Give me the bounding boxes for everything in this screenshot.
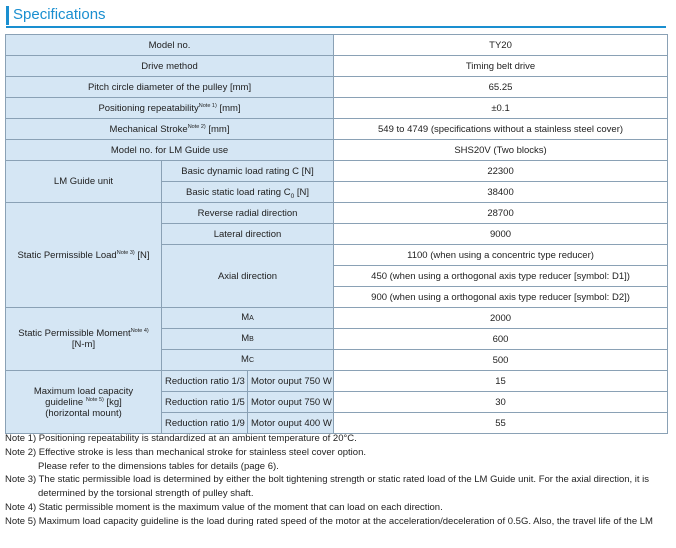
section-header — [0, 0, 676, 30]
lm-guide-model-value: SHS20V (Two blocks) — [334, 140, 668, 161]
motor-output-label: Motor ouput 750 W — [248, 371, 334, 392]
table-row — [6, 98, 668, 119]
axial-label: Axial direction — [162, 245, 334, 308]
table-row — [6, 77, 668, 98]
note-ref: Note 3) — [116, 249, 135, 256]
table-row — [6, 35, 668, 56]
dynamic-load-value: 22300 — [334, 161, 668, 182]
static-load-label: Static Permissible Load$^{Note 3)}$ [N] — [6, 203, 162, 308]
table-row — [6, 308, 668, 329]
table-row — [6, 203, 668, 224]
motor-output-label: Motor ouput 750 W — [248, 392, 334, 413]
max-load-value: 55 — [334, 413, 668, 434]
drive-method-value: Timing belt drive — [334, 56, 668, 77]
max-load-value: 15 — [334, 371, 668, 392]
note-ref: Note 2) — [187, 123, 206, 130]
lateral-value: 9000 — [334, 224, 668, 245]
footnotes — [5, 432, 671, 529]
header-underline — [6, 26, 666, 28]
footnote-3: Note 3) The static permissible load is determined by either the bolt tightening strength or static rated load of the LM Guide unit. For the axial direction, it is — [5, 474, 650, 486]
table-row — [6, 371, 668, 392]
footnote-5: Note 5) Maximum load capacity guideline is the load during rated speed of the motor at the acceleration/deceleration of 0.5G. Also, the travel life of the LM — [5, 515, 653, 527]
footnote-1: Note 1) Positioning repeatability is standardized at an ambient temperature of 20°C. — [5, 433, 357, 444]
footnote-3-continued: determined by the torsional strength of pulley shaft. — [38, 488, 254, 500]
dynamic-load-label: Basic dynamic load rating C [N] — [162, 161, 334, 182]
table-row — [6, 161, 668, 182]
moment-mc-label: MC — [162, 350, 334, 371]
footnote-2: Note 2) Effective stroke is less than mechanical stroke for stainless steel cover option. — [5, 446, 366, 458]
page-title: Specifications — [13, 6, 106, 23]
positioning-value: ±0.1 — [334, 98, 668, 119]
static-rating-value: 38400 — [334, 182, 668, 203]
stroke-label: Mechanical Stroke$^{Note 2)}$ [mm] — [6, 119, 334, 140]
model-no-label: Model no. — [6, 35, 334, 56]
moment-mb-label: MB — [162, 329, 334, 350]
moment-mb-value: 600 — [334, 329, 668, 350]
axial-value-concentric: 1100 (when using a concentric type reducer) — [334, 245, 668, 266]
lateral-label: Lateral direction — [162, 224, 334, 245]
max-load-label: Maximum load capacity guideline $^{Note 5)}$ [kg] (horizontal mount) — [6, 371, 162, 434]
positioning-label: Positioning repeatability$^{Note 1)}$ [mm] — [6, 98, 334, 119]
lm-guide-model-label: Model no. for LM Guide use — [6, 140, 334, 161]
axial-value-d1: 450 (when using a orthogonal axis type reducer [symbol: D1]) — [334, 266, 668, 287]
reduction-ratio-label: Reduction ratio 1/5 — [162, 392, 248, 413]
moment-ma-label: MA — [162, 308, 334, 329]
note-ref: Note 4) — [130, 327, 149, 334]
drive-method-label: Drive method — [6, 56, 334, 77]
moment-mc-value: 500 — [334, 350, 668, 371]
reduction-ratio-label: Reduction ratio 1/3 — [162, 371, 248, 392]
reduction-ratio-label: Reduction ratio 1/9 — [162, 413, 248, 434]
static-moment-label: Static Permissible Moment$^{Note 4)}$ [N-m] — [6, 308, 162, 371]
note-ref: Note 1) — [198, 102, 217, 109]
header-accent-bar — [6, 6, 9, 25]
max-load-value: 30 — [334, 392, 668, 413]
spec-table — [5, 34, 668, 434]
reverse-radial-value: 28700 — [334, 203, 668, 224]
note-ref: Note 5) — [85, 396, 104, 403]
stroke-value: 549 to 4749 (specifications without a stainless steel cover) — [334, 119, 668, 140]
pitch-circle-value: 65.25 — [334, 77, 668, 98]
table-row — [6, 119, 668, 140]
static-rating-label: Basic static load rating $C_0$ [N] — [162, 182, 334, 203]
table-row — [6, 56, 668, 77]
moment-ma-value: 2000 — [334, 308, 668, 329]
footnote-2-continued: Please refer to the dimensions tables for details (page 6). — [38, 460, 279, 472]
footnote-4: Note 4) Static permissible moment is the maximum value of the moment that can load on each direction. — [5, 501, 443, 513]
model-no-value: TY20 — [334, 35, 668, 56]
table-row — [6, 140, 668, 161]
axial-value-d2: 900 (when using a orthogonal axis type reducer [symbol: D2]) — [334, 287, 668, 308]
pitch-circle-label: Pitch circle diameter of the pulley [mm] — [6, 77, 334, 98]
lm-guide-unit-label: LM Guide unit — [6, 161, 162, 203]
motor-output-label: Motor ouput 400 W — [248, 413, 334, 434]
reverse-radial-label: Reverse radial direction — [162, 203, 334, 224]
